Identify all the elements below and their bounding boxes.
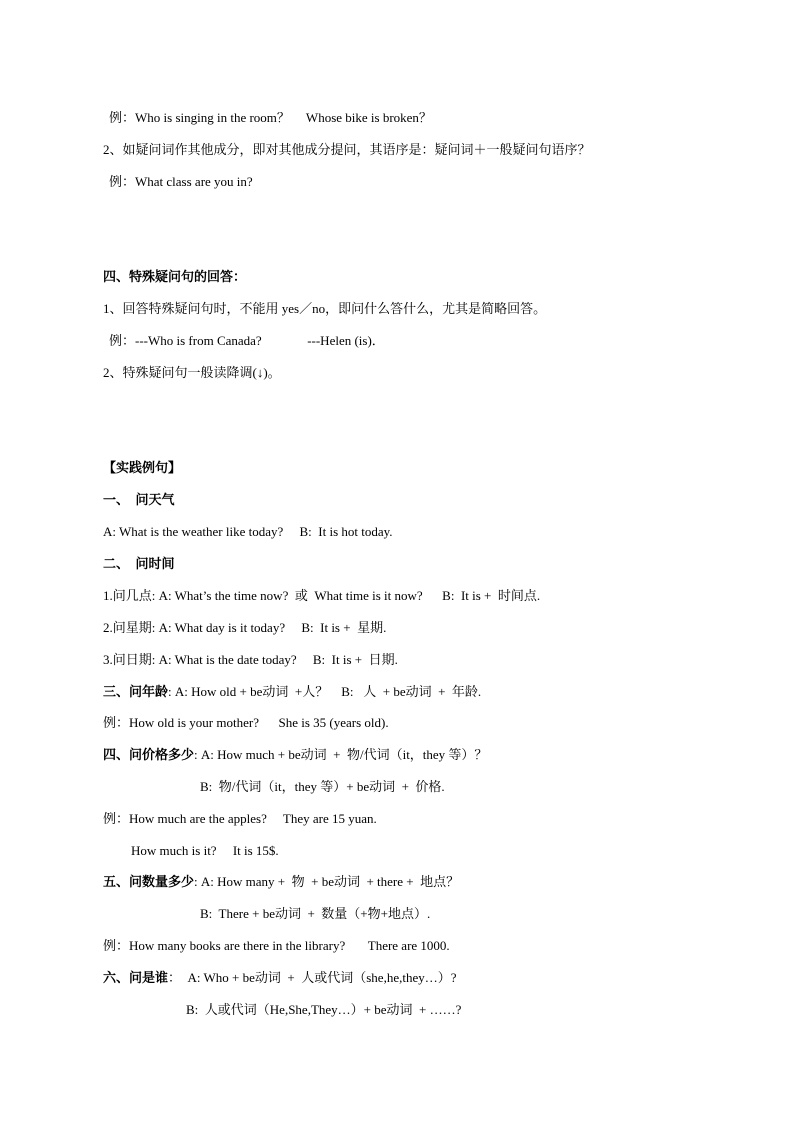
time-date-example: 3.问日期: A: What is the date today? B: It is + 日期. [103, 652, 398, 667]
example-who-singing: 例：Who is singing in the room？ Whose bike is broken？ [109, 110, 432, 125]
quantity-example: 例：How many books are there in the library? There are 1000. [103, 938, 450, 953]
practice-heading: 【实践例句】 [103, 460, 182, 475]
weather-example: A: What is the weather like today? B: It is hot today. [103, 524, 393, 539]
rule-2-word-order: 2、如疑问词作其他成分，即对其他成分提问，其语序是：疑问词＋一般疑问句语序？ [103, 142, 591, 157]
topic-age-label: 三、问年龄 [103, 684, 169, 699]
answer-rule-2: 2、特殊疑问句一般读降调(↓)。 [103, 365, 281, 380]
topic-quantity-label: 五、问数量多少 [103, 874, 195, 889]
topic-price-pattern: : A: How much + be动词 + 物/代词（it，they 等）？ [194, 747, 488, 762]
time-hour-example: 1.问几点: A: What’s the time now? 或 What time is it now? B: It is + 时间点. [103, 588, 541, 603]
example-who-canada: 例：---Who is from Canada? ---Helen (is)． [109, 333, 385, 348]
topic-who-label: 六、问是谁 [103, 970, 169, 985]
topic-age-pattern: : A: How old + be动词 +人？ B: 人 + be动词 + 年龄. [168, 684, 482, 699]
answer-rule-1: 1、回答特殊疑问句时，不能用 yes／no，即问什么答什么，尤其是简略回答。 [103, 301, 547, 316]
example-what-class: 例：What class are you in? [109, 174, 253, 189]
topic-who-line [103, 970, 457, 986]
price-example-apples: 例：How much are the apples? They are 15 yuan. [103, 811, 377, 826]
topic-weather: 一、 问天气 [103, 492, 175, 507]
who-answer-pattern: B: 人或代词（He,She,They…）+ be动词 + ……? [186, 1002, 462, 1017]
age-example: 例：How old is your mother? She is 35 (years old). [103, 715, 389, 730]
quantity-answer-pattern: B: There + be动词 + 数量（+物+地点）. [200, 906, 431, 921]
topic-price-label: 四、问价格多少 [103, 747, 195, 762]
topic-time: 二、 问时间 [103, 556, 175, 571]
topic-price-line [103, 747, 487, 763]
topic-quantity-line [103, 874, 459, 890]
price-example-it: How much is it? It is 15$. [131, 843, 279, 858]
time-day-example: 2.问星期: A: What day is it today? B: It is + 星期. [103, 620, 387, 635]
topic-quantity-pattern: : A: How many + 物 + be动词 + there + 地点？ [194, 874, 460, 889]
topic-who-pattern: ： A: Who + be动词 + 人或代词（she,he,they…）? [168, 970, 457, 985]
section-4-heading: 四、特殊疑问句的回答： [103, 269, 247, 284]
topic-age-line [103, 684, 481, 700]
price-answer-pattern: B: 物/代词（it，they 等）+ be动词 + 价格. [200, 779, 445, 794]
